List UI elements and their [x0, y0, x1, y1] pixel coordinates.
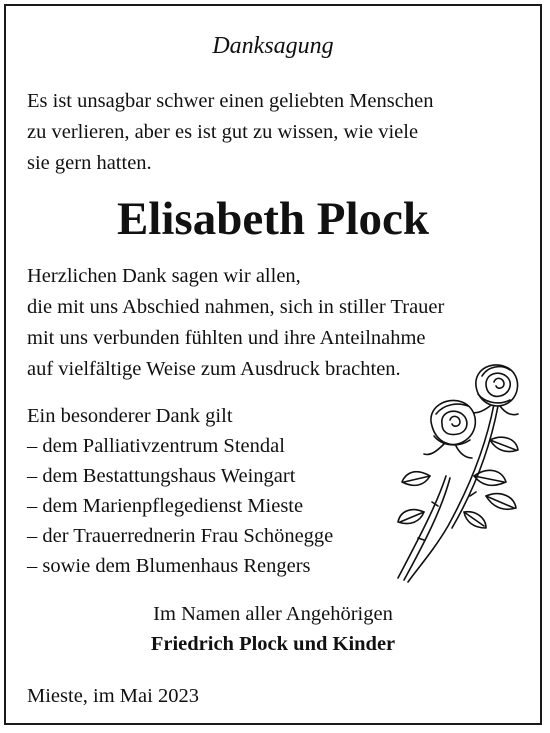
intro-line: Es ist unsagbar schwer einen geliebten Menschen	[27, 90, 434, 112]
thanks-line: auf vielfältige Weise zum Ausdruck brachten.	[27, 358, 401, 380]
special-thanks-item: – sowie dem Blumenhaus Rengers	[27, 555, 311, 577]
signature-block	[6, 599, 540, 659]
place-date: Mieste, im Mai 2023	[27, 685, 199, 707]
notice-heading: Danksagung	[212, 33, 334, 59]
special-thanks-item: – dem Palliativzentrum Stendal	[27, 435, 285, 457]
special-thanks-intro: Ein besonderer Dank gilt	[27, 405, 233, 427]
signature-intro: Im Namen aller Angehörigen	[153, 603, 393, 625]
signature-names: Friedrich Plock und Kinder	[150, 633, 396, 655]
special-thanks-item: – der Trauerrednerin Frau Schönegge	[27, 525, 334, 547]
deceased-name: Elisabeth Plock	[116, 193, 430, 245]
intro-line: sie gern hatten.	[27, 152, 152, 174]
special-thanks-item: – dem Bestattungshaus Weingart	[27, 465, 296, 487]
roses-illustration-icon	[390, 356, 525, 584]
thanks-line: mit uns verbunden fühlten und ihre Anteilnahme	[27, 327, 426, 349]
special-thanks-item: – dem Marienpflegedienst Mieste	[27, 495, 304, 517]
special-thanks-list	[27, 401, 377, 581]
intro-text	[27, 86, 497, 179]
obituary-notice	[4, 4, 542, 725]
thanks-line: Herzlichen Dank sagen wir allen,	[27, 265, 301, 287]
intro-line: zu verlieren, aber es ist gut zu wissen, wie viele	[27, 121, 419, 143]
thanks-line: die mit uns Abschied nahmen, sich in stiller Trauer	[27, 296, 445, 318]
